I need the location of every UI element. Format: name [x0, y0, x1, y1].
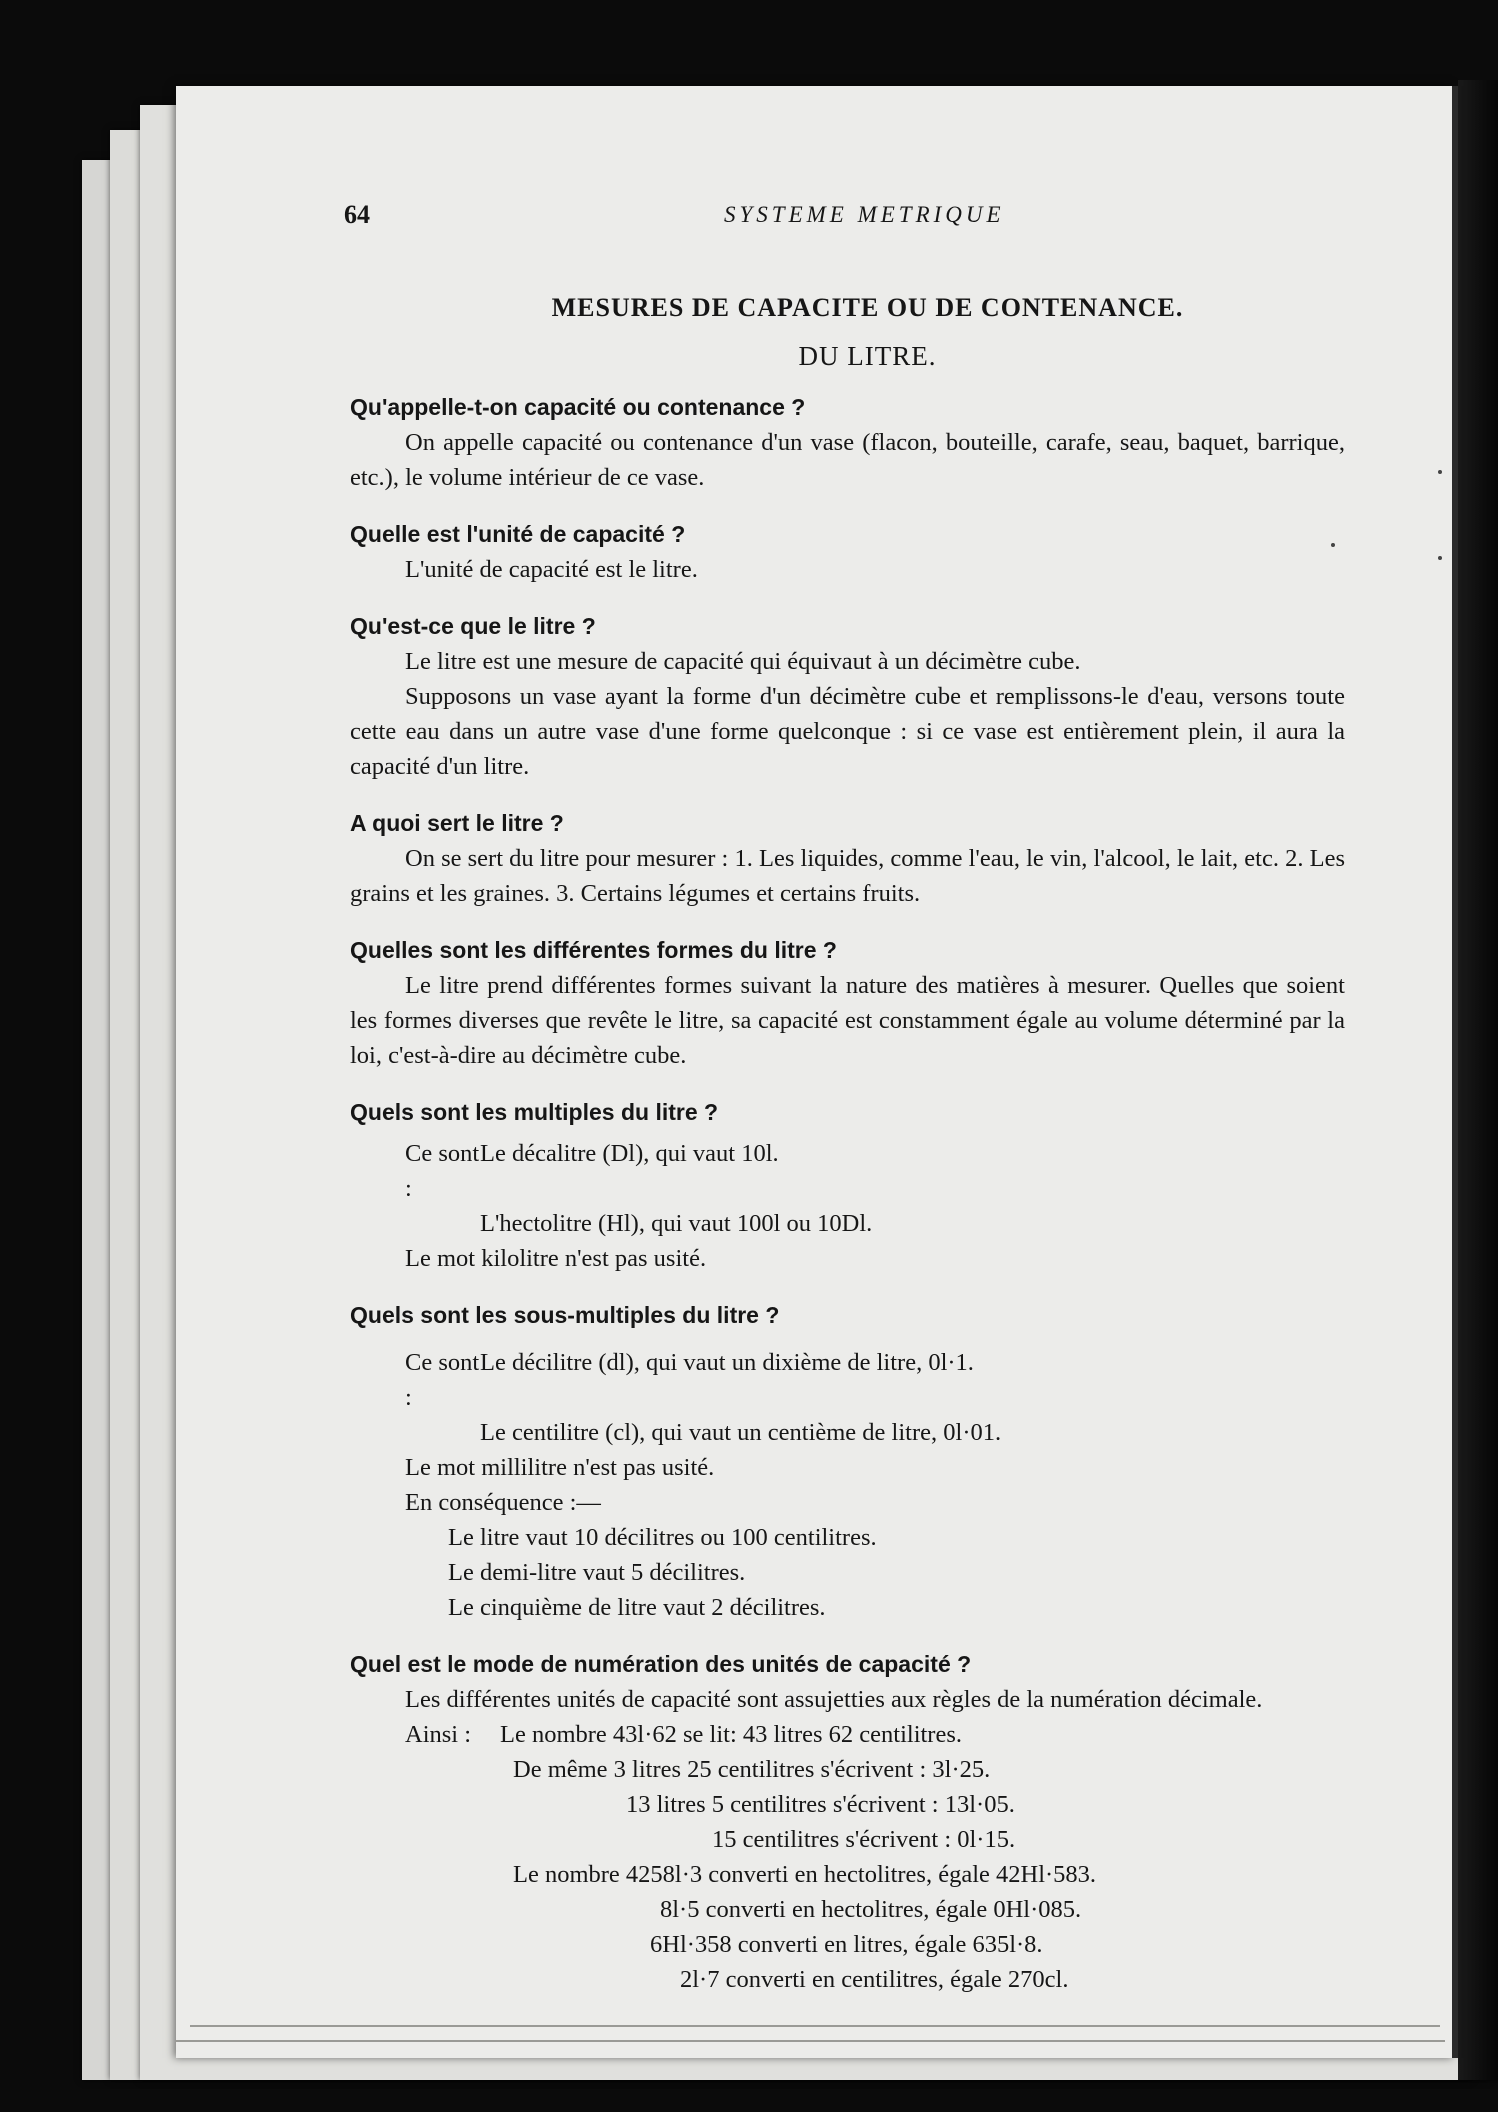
answer-lead: Ainsi : — [405, 1721, 472, 1748]
answer-line: 8l·5 converti en hectolitres, égale 0Hl·085. — [660, 1896, 1082, 1923]
answer-line: En conséquence :— — [405, 1489, 601, 1516]
answer-line: Le nombre 4258l·3 converti en hectolitres, égale 42Hl·583. — [513, 1861, 1097, 1888]
answer-line — [350, 1717, 1345, 1752]
answer-line: 6Hl·358 converti en litres, égale 635l·8. — [650, 1931, 1043, 1958]
question-heading: Quel est le mode de numération des unités de capacité ? — [350, 1651, 972, 1677]
speck — [1438, 556, 1442, 560]
answer-line: L'hectolitre (Hl), qui vaut 100l ou 10Dl. — [480, 1210, 873, 1237]
answer-lead: Ce sont : — [405, 1140, 480, 1202]
answer-text: Le nombre 43l·62 se lit: 43 litres 62 centilitres. — [500, 1721, 962, 1748]
answer-line: De même 3 litres 25 centilitres s'écrivent : 3l·25. — [513, 1756, 991, 1783]
page-bottom-edge — [175, 2040, 1445, 2042]
question-heading: Quels sont les multiples du litre ? — [350, 1099, 719, 1125]
answer-paragraph: L'unité de capacité est le litre. — [405, 556, 698, 583]
page-content — [350, 290, 1345, 1997]
question-heading: Qu'est-ce que le litre ? — [350, 613, 596, 639]
answer-line: Le litre vaut 10 décilitres ou 100 centilitres. — [448, 1524, 877, 1551]
answer-line: Le cinquième de litre vaut 2 décilitres. — [448, 1594, 826, 1621]
answer-paragraph: Le litre prend différentes formes suivant la nature des matières à mesurer. Quelles que soient les formes diverses que revête le litre, sa capacité est constamment égale au volume déterminé par la loi, c'est-à-dire au décimètre cube. — [350, 972, 1345, 1069]
answer-line: Le centilitre (cl), qui vaut un centième de litre, 0l·01. — [480, 1419, 1002, 1446]
section-subtitle: DU LITRE. — [798, 341, 937, 371]
answer-lead: Ce sont : — [405, 1349, 480, 1411]
question-heading: Quelles sont les différentes formes du litre ? — [350, 937, 837, 963]
chapter-title: MESURES DE CAPACITE OU DE CONTENANCE. — [551, 293, 1184, 322]
page-bottom-edge — [190, 2025, 1440, 2027]
answer-line: Le mot millilitre n'est pas usité. — [405, 1454, 715, 1481]
question-heading: Qu'appelle-t-on capacité ou contenance ? — [350, 394, 806, 420]
answer-paragraph: On se sert du litre pour mesurer : 1. Les liquides, comme l'eau, le vin, l'alcool, le lait, etc. 2. Les grains et les graines. 3. Certains légumes et certains fruits. — [350, 845, 1345, 907]
question-heading: Quels sont les sous-multiples du litre ? — [350, 1302, 780, 1328]
page-header — [344, 200, 1344, 240]
book-edge — [1458, 80, 1498, 2080]
answer-line: 15 centilitres s'écrivent : 0l·15. — [712, 1826, 1016, 1853]
question-heading: A quoi sert le litre ? — [350, 810, 564, 836]
answer-paragraph: Les différentes unités de capacité sont assujetties aux règles de la numération décimale. — [405, 1686, 1263, 1713]
answer-paragraph: Supposons un vase ayant la forme d'un décimètre cube et remplissons-le d'eau, versons toute cette eau dans un autre vase d'une forme quelconque : si ce vase est entièrement plein, il aura la capacité d'un litre. — [350, 683, 1345, 780]
answer-paragraph: Le litre est une mesure de capacité qui équivaut à un décimètre cube. — [405, 648, 1081, 675]
answer-line: 2l·7 converti en centilitres, égale 270cl. — [680, 1966, 1069, 1993]
speck — [1331, 543, 1335, 547]
answer-line: 13 litres 5 centilitres s'écrivent : 13l·05. — [626, 1791, 1015, 1818]
page-spine — [1452, 86, 1458, 2058]
running-head: SYSTEME METRIQUE — [724, 202, 1005, 227]
speck — [1438, 470, 1442, 474]
answer-line: Le mot kilolitre n'est pas usité. — [405, 1245, 707, 1272]
page-number: 64 — [344, 200, 370, 229]
answer-line: Le demi-litre vaut 5 décilitres. — [448, 1559, 746, 1586]
answer-line — [350, 1136, 1345, 1206]
answer-text: Le décilitre (dl), qui vaut un dixième de litre, 0l·1. — [480, 1349, 974, 1376]
question-heading: Quelle est l'unité de capacité ? — [350, 521, 686, 547]
answer-text: Le décalitre (Dl), qui vaut 10l. — [480, 1140, 779, 1167]
answer-line — [350, 1345, 1345, 1415]
answer-paragraph: On appelle capacité ou contenance d'un vase (flacon, bouteille, carafe, seau, baquet, barrique, etc.), le volume intérieur de ce vase. — [350, 429, 1345, 491]
